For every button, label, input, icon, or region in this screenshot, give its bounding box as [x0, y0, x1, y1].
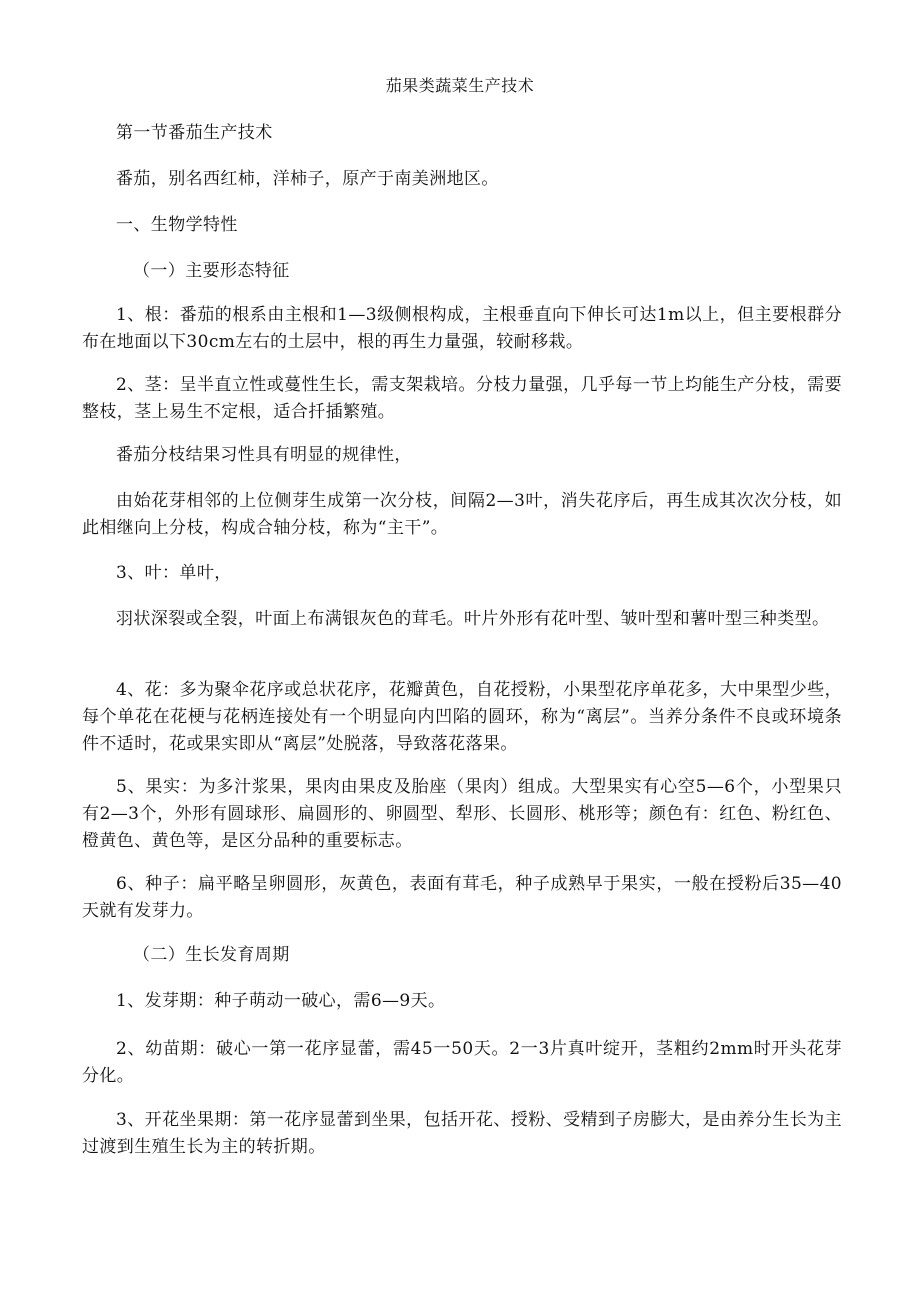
paragraph-leaf-detail: 羽状深裂或全裂，叶面上布满银灰色的茸毛。叶片外形有花叶型、皱叶型和薯叶型三种类型。 — [116, 609, 830, 629]
paragraph-fruit: 5、果实：为多汁浆果，果肉由果皮及胎座（果肉）组成。大型果实有心空5—6个，小型果只有2—3个，外形有圆球形、扁圆形的、卵圆型、犁形、长圆形、桃形等；颜色有：红色、粉红色、橙黄色、黄色等，是区分品种的重要标志。 — [82, 777, 842, 851]
paragraph-flower: 4、花：多为聚伞花序或总状花序，花瓣黄色，自花授粉，小果型花序单花多，大中果型少些，每个单花在花梗与花柄连接处有一个明显向内凹陷的圆环，称为“离层”。当养分条件不良或环境条件不适时，花或果实即从“离层”处脱落，导致落花落果。 — [82, 680, 842, 754]
paragraph-seedling: 2、幼苗期：破心一第一花序显蕾，需45一50天。2一3片真叶绽开，茎粗约2mm时开头花芽分化。 — [82, 1039, 842, 1086]
paragraph-flowering: 3、开花坐果期：第一花序显蕾到坐果，包括开花、授粉、受精到子房膨大，是由养分生长为主过渡到生殖生长为主的转折期。 — [82, 1110, 842, 1157]
paragraph-intro: 番茄，别名西红柿，洋柿子，原产于南美洲地区。 — [116, 169, 499, 189]
paragraph-root: 1、根：番茄的根系由主根和1—3级侧根构成，主根垂直向下伸长可达1m以上，但主要根群分布在地面以下30cm左右的土层中，根的再生力量强，较耐移栽。 — [82, 305, 842, 352]
paragraph-leaf: 3、叶：单叶， — [116, 563, 232, 583]
paragraph-branching: 番茄分枝结果习性具有明显的规律性， — [116, 445, 412, 465]
paragraph-germination: 1、发芽期：种子萌动一破心，需6—9天。 — [116, 991, 446, 1011]
paragraph-branching-detail: 由始花芽相邻的上位侧芽生成第一次分枝，间隔2—3叶，消失花序后，再生成其次次分枝，如此相继向上分枝，构成合轴分枝，称为“主干”。 — [82, 491, 842, 538]
paragraph-stem: 2、茎：呈半直立性或蔓性生长，需支架栽培。分枝力量强，几乎每一节上均能生产分枝，需要整枝，茎上易生不定根，适合扦插繁殖。 — [82, 375, 842, 422]
heading-growth-cycle: （二）生长发育周期 — [133, 945, 290, 965]
heading-morphology: （一）主要形态特征 — [133, 261, 290, 281]
section-heading: 第一节番茄生产技术 — [116, 123, 273, 143]
heading-biology: 一、生物学特性 — [116, 215, 238, 235]
document-title: 茄果类蔬菜生产技术 — [385, 76, 535, 95]
paragraph-seed: 6、种子：扁平略呈卵圆形，灰黄色，表面有茸毛，种子成熟早于果实，一般在授粉后35—40天就有发芽力。 — [82, 874, 842, 921]
